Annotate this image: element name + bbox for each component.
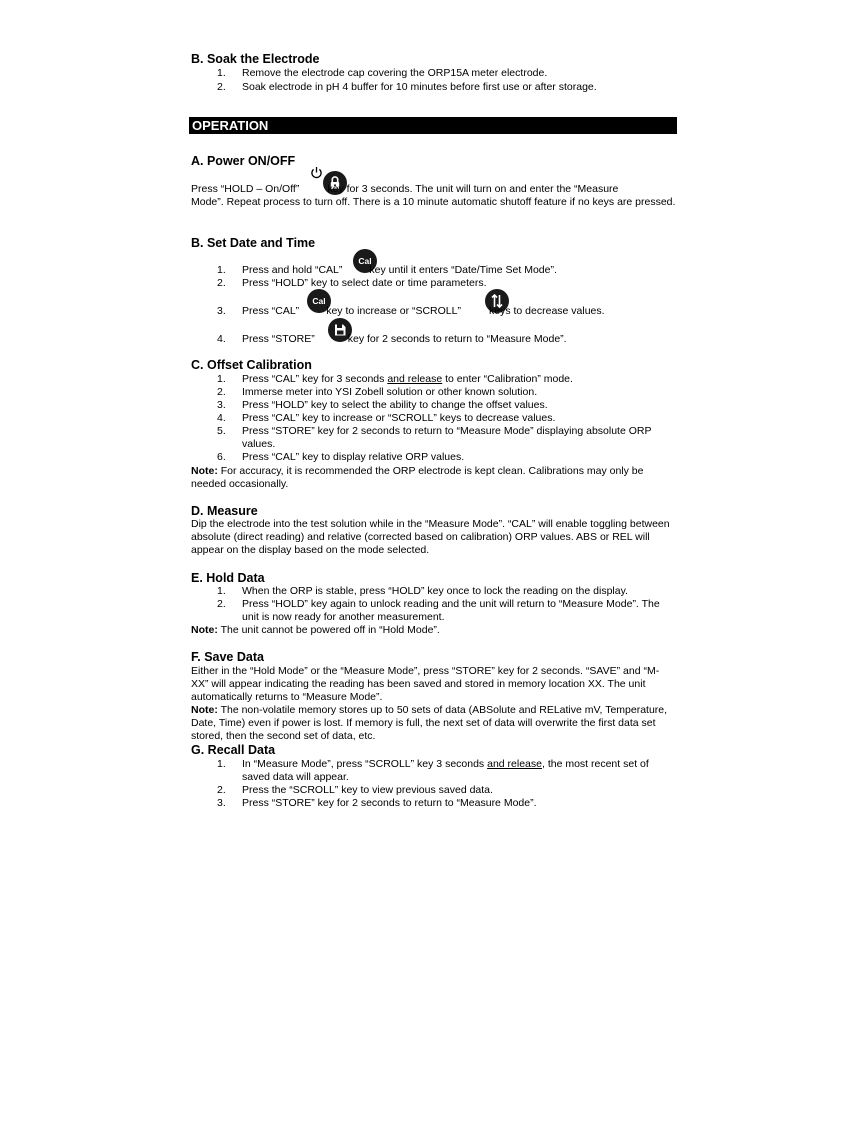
date-i3-c: keys to decrease values. [489, 305, 605, 317]
list-text [242, 305, 676, 318]
save-text: Either in the “Hold Mode” or the “Measure Mode”, press “STORE” key for 2 seconds. “SAVE” and “M-XX” will appear indicating the reading has been saved and stored in memory location XX. The unit automatically returns to “Measure Mode”. [191, 665, 660, 703]
measure-text: Dip the electrode into the test solution while in the “Measure Mode”. “CAL” will enable toggling between absolute (direct reading) and relative (corrected based on calibration) ORP values. ABS or REL will appear on the display based on the mode selected. [191, 518, 670, 556]
soak-heading: B. Soak the Electrode [191, 52, 320, 66]
list-number: 4. [217, 412, 226, 424]
list-text: Press “CAL” key to display relative ORP values. [242, 451, 465, 463]
note-text: The unit cannot be powered off in “Hold Mode”. [217, 624, 440, 636]
list-text [242, 264, 676, 277]
power-text-line [191, 183, 676, 196]
date-i1-a: Press and hold “CAL” [242, 264, 343, 276]
list-text: Press the “SCROLL” key to view previous saved data. [242, 784, 493, 796]
date-i4-a: Press “STORE” [242, 333, 315, 345]
date-i3-b: key to increase or “SCROLL” [326, 305, 461, 317]
offset-note [191, 465, 676, 491]
hold-note [191, 624, 676, 637]
note-label: Note: [191, 704, 218, 716]
list-text: When the ORP is stable, press “HOLD” key once to lock the reading on the display. [242, 585, 628, 597]
power-heading: A. Power ON/OFF [191, 154, 296, 168]
date-i4-b: key for 2 seconds to return to “Measure Mode”. [347, 333, 567, 345]
list-text: Remove the electrode cap covering the ORP15A meter electrode. [242, 67, 548, 79]
offset-i1-underlined: and release [387, 373, 443, 385]
save-heading: F. Save Data [191, 650, 264, 664]
power-symbol-icon [310, 166, 323, 179]
list-number: 3. [217, 399, 226, 411]
save-note [191, 704, 676, 743]
list-text: Soak electrode in pH 4 buffer for 10 minutes before first use or after storage. [242, 81, 597, 93]
list-text: Press “STORE” key for 2 seconds to return to “Measure Mode”. [242, 797, 537, 809]
list-number: 4. [217, 333, 226, 345]
hold-heading: E. Hold Data [191, 571, 265, 585]
list-number: 2. [217, 784, 226, 796]
list-text: Press “CAL” key to increase or “SCROLL” keys to decrease values. [242, 412, 556, 424]
power-text-cont: Mode”. Repeat process to turn off. There is a 10 minute automatic shutoff feature if no keys are pressed. [191, 196, 676, 208]
recall-i1-b: , the most recent set of saved data will appear. [242, 758, 649, 783]
date-heading: B. Set Date and Time [191, 236, 316, 250]
list-text: Press “STORE” key for 2 seconds to return to “Measure Mode” displaying absolute ORP values. [242, 425, 652, 450]
list-number: 5. [217, 425, 226, 437]
list-number: 6. [217, 451, 226, 463]
offset-i1-b: to enter “Calibration” mode. [442, 373, 573, 385]
cal-icon-label: Cal [358, 256, 372, 266]
list-text: Immerse meter into YSI Zobell solution or other known solution. [242, 386, 538, 398]
power-text-after: key for 3 seconds. The unit will turn on and enter the “Measure [327, 183, 619, 195]
list-number: 1. [217, 264, 226, 276]
operation-banner: OPERATION [189, 117, 677, 134]
recall-heading: G. Recall Data [191, 743, 276, 757]
date-i1-b: key until it enters “Date/Time Set Mode”. [369, 264, 557, 276]
list-text [242, 373, 676, 386]
list-number: 2. [217, 598, 226, 610]
recall-i1-a: In “Measure Mode”, press “SCROLL” key 3 seconds [242, 758, 488, 770]
recall-i1-underlined: and release [487, 758, 542, 770]
list-number: 2. [217, 277, 226, 289]
offset-heading: C. Offset Calibration [191, 358, 312, 372]
list-text: Press “HOLD” key again to unlock reading and the unit will return to “Measure Mode”. The unit is now ready for another measurement. [242, 598, 660, 623]
list-number: 1. [217, 67, 226, 79]
list-text: Press “HOLD” key to select the ability to change the offset values. [242, 399, 548, 411]
offset-i1-a: Press “CAL” key for 3 seconds [242, 373, 388, 385]
list-text: Press “HOLD” key to select date or time parameters. [242, 277, 487, 289]
power-text-before: Press “HOLD – On/Off” [191, 183, 300, 195]
note-text: For accuracy, it is recommended the ORP electrode is kept clean. Calibrations may only be needed occasionally. [191, 465, 644, 490]
list-number: 3. [217, 797, 226, 809]
list-text [242, 333, 676, 346]
note-label: Note: [191, 465, 218, 477]
list-number: 1. [217, 373, 226, 385]
note-text: The non-volatile memory stores up to 50 sets of data (ABSolute and RELative mV, Temperature, Date, Time) even if power is lost. If memory is full, the next set of data will overwrite the first data set stored, then the second set of data, etc. [191, 704, 668, 742]
list-text [242, 758, 676, 784]
list-number: 3. [217, 305, 226, 317]
cal-icon-label: Cal [312, 296, 326, 306]
list-number: 2. [217, 81, 226, 93]
list-number: 2. [217, 386, 226, 398]
date-i3-a: Press “CAL” [242, 305, 300, 317]
note-label: Note: [191, 624, 218, 636]
measure-heading: D. Measure [191, 504, 258, 518]
list-number: 1. [217, 758, 226, 770]
list-number: 1. [217, 585, 226, 597]
